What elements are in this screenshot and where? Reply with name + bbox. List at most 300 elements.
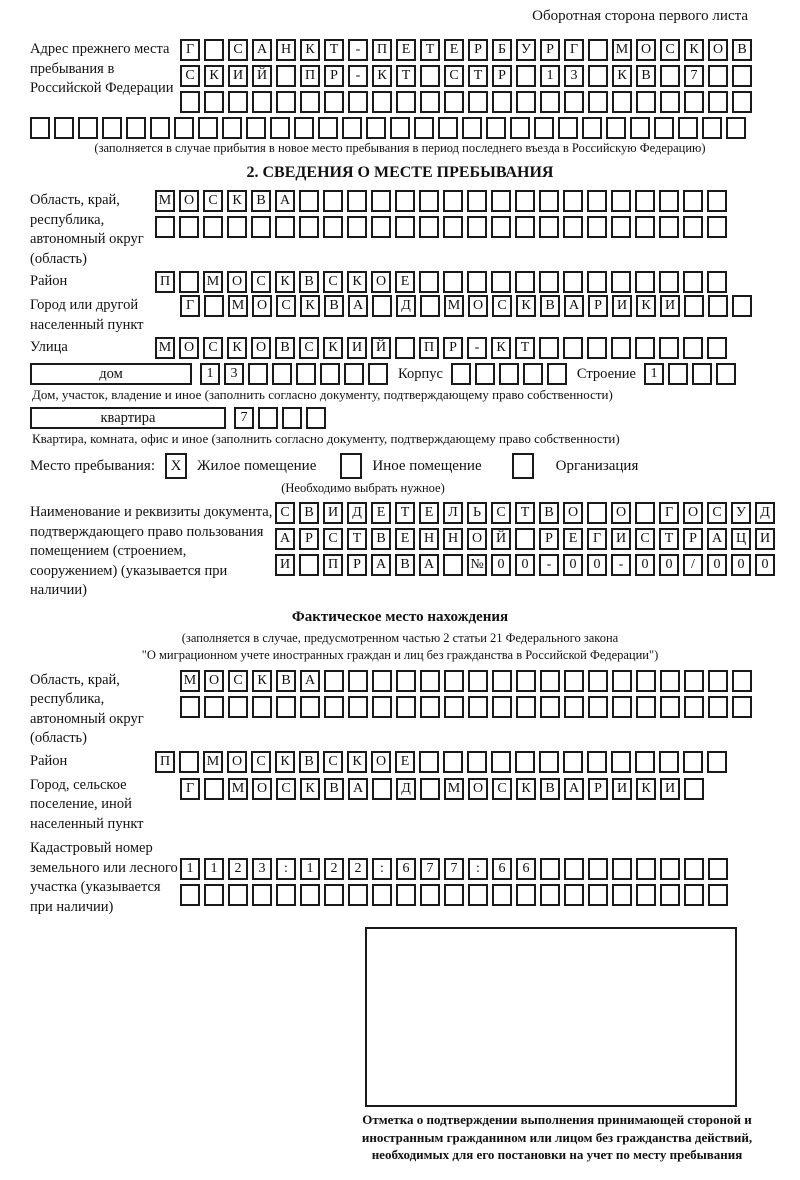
char-box[interactable] — [515, 216, 535, 238]
char-box[interactable] — [468, 670, 488, 692]
char-box[interactable] — [324, 91, 344, 113]
char-box[interactable]: К — [300, 39, 320, 61]
char-box[interactable] — [396, 91, 416, 113]
char-box[interactable] — [444, 696, 464, 718]
char-box[interactable]: К — [636, 778, 656, 800]
char-box[interactable] — [344, 363, 364, 385]
char-box[interactable]: 6 — [492, 858, 512, 880]
char-box[interactable] — [30, 117, 50, 139]
char-box[interactable] — [540, 696, 560, 718]
char-box[interactable]: Р — [539, 528, 559, 550]
char-box[interactable]: А — [371, 554, 391, 576]
char-box[interactable] — [492, 670, 512, 692]
char-box[interactable]: 1 — [180, 858, 200, 880]
char-box[interactable]: Е — [395, 528, 415, 550]
char-box[interactable] — [684, 778, 704, 800]
char-box[interactable] — [443, 216, 463, 238]
char-box[interactable]: Л — [443, 502, 463, 524]
char-box[interactable] — [54, 117, 74, 139]
char-box[interactable]: К — [275, 751, 295, 773]
char-box[interactable]: 0 — [515, 554, 535, 576]
char-box[interactable] — [635, 502, 655, 524]
char-box[interactable]: В — [324, 778, 344, 800]
char-box[interactable] — [564, 670, 584, 692]
char-box[interactable]: А — [300, 670, 320, 692]
char-box[interactable]: П — [323, 554, 343, 576]
char-box[interactable] — [587, 337, 607, 359]
char-box[interactable] — [342, 117, 362, 139]
char-box[interactable]: Г — [180, 295, 200, 317]
char-box[interactable]: Р — [468, 39, 488, 61]
char-box[interactable]: В — [540, 295, 560, 317]
char-box[interactable]: О — [252, 778, 272, 800]
char-box[interactable] — [443, 190, 463, 212]
char-box[interactable] — [248, 363, 268, 385]
char-box[interactable]: 1 — [204, 858, 224, 880]
char-box[interactable] — [443, 554, 463, 576]
char-box[interactable] — [611, 216, 631, 238]
char-box[interactable]: А — [252, 39, 272, 61]
char-box[interactable] — [174, 117, 194, 139]
char-box[interactable] — [540, 884, 560, 906]
char-box[interactable] — [372, 91, 392, 113]
char-box[interactable]: О — [636, 39, 656, 61]
char-box[interactable]: А — [564, 778, 584, 800]
char-box[interactable] — [467, 216, 487, 238]
char-box[interactable] — [443, 271, 463, 293]
char-box[interactable] — [539, 337, 559, 359]
char-box[interactable]: 7 — [684, 65, 704, 87]
char-box[interactable] — [438, 117, 458, 139]
char-box[interactable] — [708, 858, 728, 880]
char-box[interactable]: Ь — [467, 502, 487, 524]
checkbox-organization[interactable] — [512, 453, 534, 479]
char-box[interactable] — [547, 363, 567, 385]
char-box[interactable] — [419, 271, 439, 293]
char-box[interactable] — [540, 670, 560, 692]
char-box[interactable] — [227, 216, 247, 238]
char-box[interactable]: С — [203, 337, 223, 359]
char-box[interactable] — [198, 117, 218, 139]
char-box[interactable] — [467, 271, 487, 293]
char-box[interactable]: Г — [564, 39, 584, 61]
char-box[interactable] — [180, 884, 200, 906]
char-box[interactable]: Г — [180, 778, 200, 800]
char-box[interactable] — [444, 670, 464, 692]
char-box[interactable] — [636, 696, 656, 718]
char-box[interactable] — [491, 216, 511, 238]
char-box[interactable]: П — [155, 271, 175, 293]
char-box[interactable]: С — [492, 295, 512, 317]
char-box[interactable]: Т — [395, 502, 415, 524]
char-box[interactable] — [324, 884, 344, 906]
char-box[interactable]: М — [228, 778, 248, 800]
char-box[interactable]: Р — [588, 295, 608, 317]
char-box[interactable]: 2 — [348, 858, 368, 880]
char-box[interactable]: Н — [443, 528, 463, 550]
char-box[interactable]: Т — [515, 502, 535, 524]
char-box[interactable] — [395, 190, 415, 212]
char-box[interactable] — [684, 858, 704, 880]
char-box[interactable] — [558, 117, 578, 139]
char-box[interactable] — [660, 858, 680, 880]
char-box[interactable]: С — [276, 295, 296, 317]
char-box[interactable] — [659, 190, 679, 212]
char-box[interactable]: О — [204, 670, 224, 692]
char-box[interactable]: И — [612, 778, 632, 800]
char-box[interactable]: К — [204, 65, 224, 87]
char-box[interactable]: Б — [492, 39, 512, 61]
char-box[interactable] — [716, 363, 736, 385]
char-box[interactable] — [222, 117, 242, 139]
char-box[interactable]: Д — [396, 778, 416, 800]
char-box[interactable] — [659, 751, 679, 773]
char-box[interactable] — [523, 363, 543, 385]
char-box[interactable] — [395, 337, 415, 359]
char-box[interactable]: С — [228, 670, 248, 692]
char-box[interactable]: К — [636, 295, 656, 317]
char-box[interactable] — [539, 751, 559, 773]
char-box[interactable] — [348, 696, 368, 718]
char-box[interactable] — [492, 91, 512, 113]
char-box[interactable] — [582, 117, 602, 139]
char-box[interactable]: К — [323, 337, 343, 359]
char-box[interactable]: А — [419, 554, 439, 576]
char-box[interactable]: А — [348, 778, 368, 800]
char-box[interactable] — [515, 190, 535, 212]
char-box[interactable] — [563, 190, 583, 212]
char-box[interactable] — [420, 696, 440, 718]
char-box[interactable]: О — [251, 337, 271, 359]
char-box[interactable]: В — [371, 528, 391, 550]
char-box[interactable]: А — [707, 528, 727, 550]
char-box[interactable]: Д — [755, 502, 775, 524]
char-box[interactable]: 7 — [420, 858, 440, 880]
char-box[interactable]: : — [468, 858, 488, 880]
char-box[interactable] — [179, 216, 199, 238]
char-box[interactable] — [515, 528, 535, 550]
char-box[interactable] — [395, 216, 415, 238]
char-box[interactable]: М — [444, 295, 464, 317]
char-box[interactable]: С — [323, 528, 343, 550]
char-box[interactable] — [659, 216, 679, 238]
char-box[interactable] — [299, 216, 319, 238]
char-box[interactable] — [660, 91, 680, 113]
char-box[interactable]: Р — [683, 528, 703, 550]
char-box[interactable]: И — [347, 337, 367, 359]
char-box[interactable] — [368, 363, 388, 385]
char-box[interactable]: В — [299, 751, 319, 773]
char-box[interactable] — [630, 117, 650, 139]
char-box[interactable]: Р — [347, 554, 367, 576]
char-box[interactable]: 6 — [516, 858, 536, 880]
char-box[interactable]: М — [203, 751, 223, 773]
char-box[interactable] — [276, 884, 296, 906]
char-box[interactable]: Р — [443, 337, 463, 359]
char-box[interactable]: - — [467, 337, 487, 359]
char-box[interactable] — [564, 91, 584, 113]
char-box[interactable]: 0 — [635, 554, 655, 576]
char-box[interactable] — [683, 337, 703, 359]
char-box[interactable]: О — [467, 528, 487, 550]
char-box[interactable]: - — [539, 554, 559, 576]
char-box[interactable]: 1 — [200, 363, 220, 385]
char-box[interactable] — [683, 216, 703, 238]
char-box[interactable] — [684, 295, 704, 317]
char-box[interactable]: О — [708, 39, 728, 61]
char-box[interactable] — [396, 670, 416, 692]
char-box[interactable]: Е — [371, 502, 391, 524]
char-box[interactable]: П — [372, 39, 392, 61]
char-box[interactable] — [692, 363, 712, 385]
checkbox-residential[interactable]: X — [165, 453, 187, 479]
char-box[interactable] — [372, 295, 392, 317]
char-box[interactable] — [204, 696, 224, 718]
char-box[interactable]: Р — [588, 778, 608, 800]
char-box[interactable] — [732, 696, 752, 718]
char-box[interactable]: М — [444, 778, 464, 800]
char-box[interactable] — [372, 670, 392, 692]
char-box[interactable] — [444, 91, 464, 113]
char-box[interactable]: В — [276, 670, 296, 692]
char-box[interactable]: В — [732, 39, 752, 61]
char-box[interactable]: М — [180, 670, 200, 692]
char-box[interactable] — [347, 190, 367, 212]
char-box[interactable] — [707, 751, 727, 773]
char-box[interactable]: 1 — [644, 363, 664, 385]
char-box[interactable] — [318, 117, 338, 139]
char-box[interactable] — [635, 216, 655, 238]
char-box[interactable] — [486, 117, 506, 139]
char-box[interactable] — [635, 271, 655, 293]
char-box[interactable]: К — [516, 295, 536, 317]
char-box[interactable] — [419, 751, 439, 773]
char-box[interactable] — [420, 65, 440, 87]
char-box[interactable]: 7 — [444, 858, 464, 880]
char-box[interactable]: У — [731, 502, 751, 524]
char-box[interactable] — [683, 190, 703, 212]
char-box[interactable]: Т — [468, 65, 488, 87]
char-box[interactable] — [420, 778, 440, 800]
char-box[interactable] — [396, 696, 416, 718]
char-box[interactable] — [420, 91, 440, 113]
char-box[interactable]: - — [348, 39, 368, 61]
char-box[interactable]: М — [612, 39, 632, 61]
char-box[interactable] — [252, 696, 272, 718]
char-box[interactable] — [324, 696, 344, 718]
char-box[interactable]: Г — [659, 502, 679, 524]
char-box[interactable] — [515, 271, 535, 293]
char-box[interactable] — [564, 696, 584, 718]
char-box[interactable]: С — [275, 502, 295, 524]
char-box[interactable]: Н — [276, 39, 296, 61]
char-box[interactable] — [372, 696, 392, 718]
char-box[interactable]: К — [300, 778, 320, 800]
char-box[interactable] — [660, 884, 680, 906]
char-box[interactable] — [708, 91, 728, 113]
char-box[interactable]: И — [228, 65, 248, 87]
char-box[interactable]: К — [227, 190, 247, 212]
char-box[interactable] — [228, 884, 248, 906]
char-box[interactable]: : — [372, 858, 392, 880]
char-box[interactable]: С — [444, 65, 464, 87]
char-box[interactable] — [708, 65, 728, 87]
char-box[interactable] — [150, 117, 170, 139]
char-box[interactable] — [492, 696, 512, 718]
char-box[interactable]: М — [155, 337, 175, 359]
char-box[interactable] — [587, 502, 607, 524]
char-box[interactable] — [372, 884, 392, 906]
char-box[interactable]: 0 — [491, 554, 511, 576]
char-box[interactable] — [516, 884, 536, 906]
char-box[interactable] — [300, 884, 320, 906]
char-box[interactable]: Г — [180, 39, 200, 61]
char-box[interactable]: Е — [563, 528, 583, 550]
char-box[interactable]: О — [227, 751, 247, 773]
char-box[interactable]: В — [395, 554, 415, 576]
char-box[interactable]: О — [563, 502, 583, 524]
char-box[interactable]: С — [323, 271, 343, 293]
char-box[interactable]: Й — [252, 65, 272, 87]
char-box[interactable] — [612, 91, 632, 113]
char-box[interactable]: Д — [347, 502, 367, 524]
char-box[interactable] — [492, 884, 512, 906]
char-box[interactable] — [708, 884, 728, 906]
char-box[interactable] — [683, 271, 703, 293]
char-box[interactable] — [414, 117, 434, 139]
char-box[interactable] — [635, 751, 655, 773]
char-box[interactable] — [499, 363, 519, 385]
char-box[interactable] — [420, 884, 440, 906]
char-box[interactable] — [251, 216, 271, 238]
char-box[interactable] — [668, 363, 688, 385]
char-box[interactable] — [563, 216, 583, 238]
char-box[interactable] — [612, 696, 632, 718]
char-box[interactable] — [659, 271, 679, 293]
char-box[interactable] — [347, 216, 367, 238]
char-box[interactable]: / — [683, 554, 703, 576]
char-box[interactable]: 0 — [755, 554, 775, 576]
char-box[interactable]: Е — [395, 271, 415, 293]
char-box[interactable]: Т — [515, 337, 535, 359]
char-box[interactable] — [276, 91, 296, 113]
char-box[interactable]: У — [516, 39, 536, 61]
char-box[interactable] — [539, 216, 559, 238]
char-box[interactable]: В — [636, 65, 656, 87]
char-box[interactable] — [294, 117, 314, 139]
char-box[interactable]: С — [635, 528, 655, 550]
char-box[interactable] — [299, 190, 319, 212]
char-box[interactable] — [707, 337, 727, 359]
char-box[interactable]: Р — [299, 528, 319, 550]
char-box[interactable] — [155, 216, 175, 238]
char-box[interactable] — [491, 751, 511, 773]
char-box[interactable] — [180, 91, 200, 113]
char-box[interactable]: В — [324, 295, 344, 317]
char-box[interactable] — [420, 670, 440, 692]
char-box[interactable] — [348, 91, 368, 113]
char-box[interactable] — [180, 696, 200, 718]
char-box[interactable]: Т — [347, 528, 367, 550]
char-box[interactable]: 6 — [396, 858, 416, 880]
char-box[interactable] — [252, 91, 272, 113]
char-box[interactable]: С — [492, 778, 512, 800]
char-box[interactable] — [659, 337, 679, 359]
char-box[interactable] — [462, 117, 482, 139]
char-box[interactable]: 0 — [587, 554, 607, 576]
char-box[interactable] — [635, 337, 655, 359]
char-box[interactable] — [282, 407, 302, 429]
char-box[interactable]: В — [539, 502, 559, 524]
char-box[interactable] — [228, 91, 248, 113]
char-box[interactable] — [324, 670, 344, 692]
char-box[interactable]: И — [660, 778, 680, 800]
char-box[interactable]: 0 — [707, 554, 727, 576]
char-box[interactable]: С — [707, 502, 727, 524]
char-box[interactable] — [371, 216, 391, 238]
char-box[interactable]: 2 — [228, 858, 248, 880]
char-box[interactable] — [636, 91, 656, 113]
char-box[interactable]: Р — [324, 65, 344, 87]
char-box[interactable] — [539, 190, 559, 212]
char-box[interactable] — [272, 363, 292, 385]
char-box[interactable] — [419, 190, 439, 212]
char-box[interactable]: С — [491, 502, 511, 524]
char-box[interactable]: С — [299, 337, 319, 359]
char-box[interactable]: И — [612, 295, 632, 317]
char-box[interactable]: О — [179, 337, 199, 359]
char-box[interactable] — [451, 363, 471, 385]
char-box[interactable]: Й — [371, 337, 391, 359]
char-box[interactable] — [726, 117, 746, 139]
char-box[interactable] — [510, 117, 530, 139]
char-box[interactable] — [371, 190, 391, 212]
char-box[interactable] — [636, 858, 656, 880]
char-box[interactable]: К — [491, 337, 511, 359]
char-box[interactable]: К — [227, 337, 247, 359]
char-box[interactable]: Е — [419, 502, 439, 524]
char-box[interactable]: К — [516, 778, 536, 800]
char-box[interactable] — [204, 295, 224, 317]
char-box[interactable] — [678, 117, 698, 139]
char-box[interactable]: П — [155, 751, 175, 773]
char-box[interactable]: Т — [396, 65, 416, 87]
char-box[interactable] — [491, 190, 511, 212]
char-box[interactable] — [588, 39, 608, 61]
char-box[interactable]: К — [684, 39, 704, 61]
char-box[interactable] — [588, 91, 608, 113]
char-box[interactable] — [611, 751, 631, 773]
char-box[interactable]: 1 — [300, 858, 320, 880]
char-box[interactable]: Р — [540, 39, 560, 61]
char-box[interactable]: 3 — [564, 65, 584, 87]
char-box[interactable]: С — [203, 190, 223, 212]
char-box[interactable]: А — [275, 190, 295, 212]
char-box[interactable] — [296, 363, 316, 385]
char-box[interactable] — [534, 117, 554, 139]
char-box[interactable] — [612, 858, 632, 880]
char-box[interactable]: 0 — [731, 554, 751, 576]
char-box[interactable]: К — [275, 271, 295, 293]
char-box[interactable] — [611, 271, 631, 293]
char-box[interactable] — [204, 91, 224, 113]
char-box[interactable]: : — [276, 858, 296, 880]
char-box[interactable]: К — [612, 65, 632, 87]
char-box[interactable] — [588, 696, 608, 718]
char-box[interactable] — [348, 884, 368, 906]
char-box[interactable] — [300, 91, 320, 113]
checkbox-other-premises[interactable] — [340, 453, 362, 479]
